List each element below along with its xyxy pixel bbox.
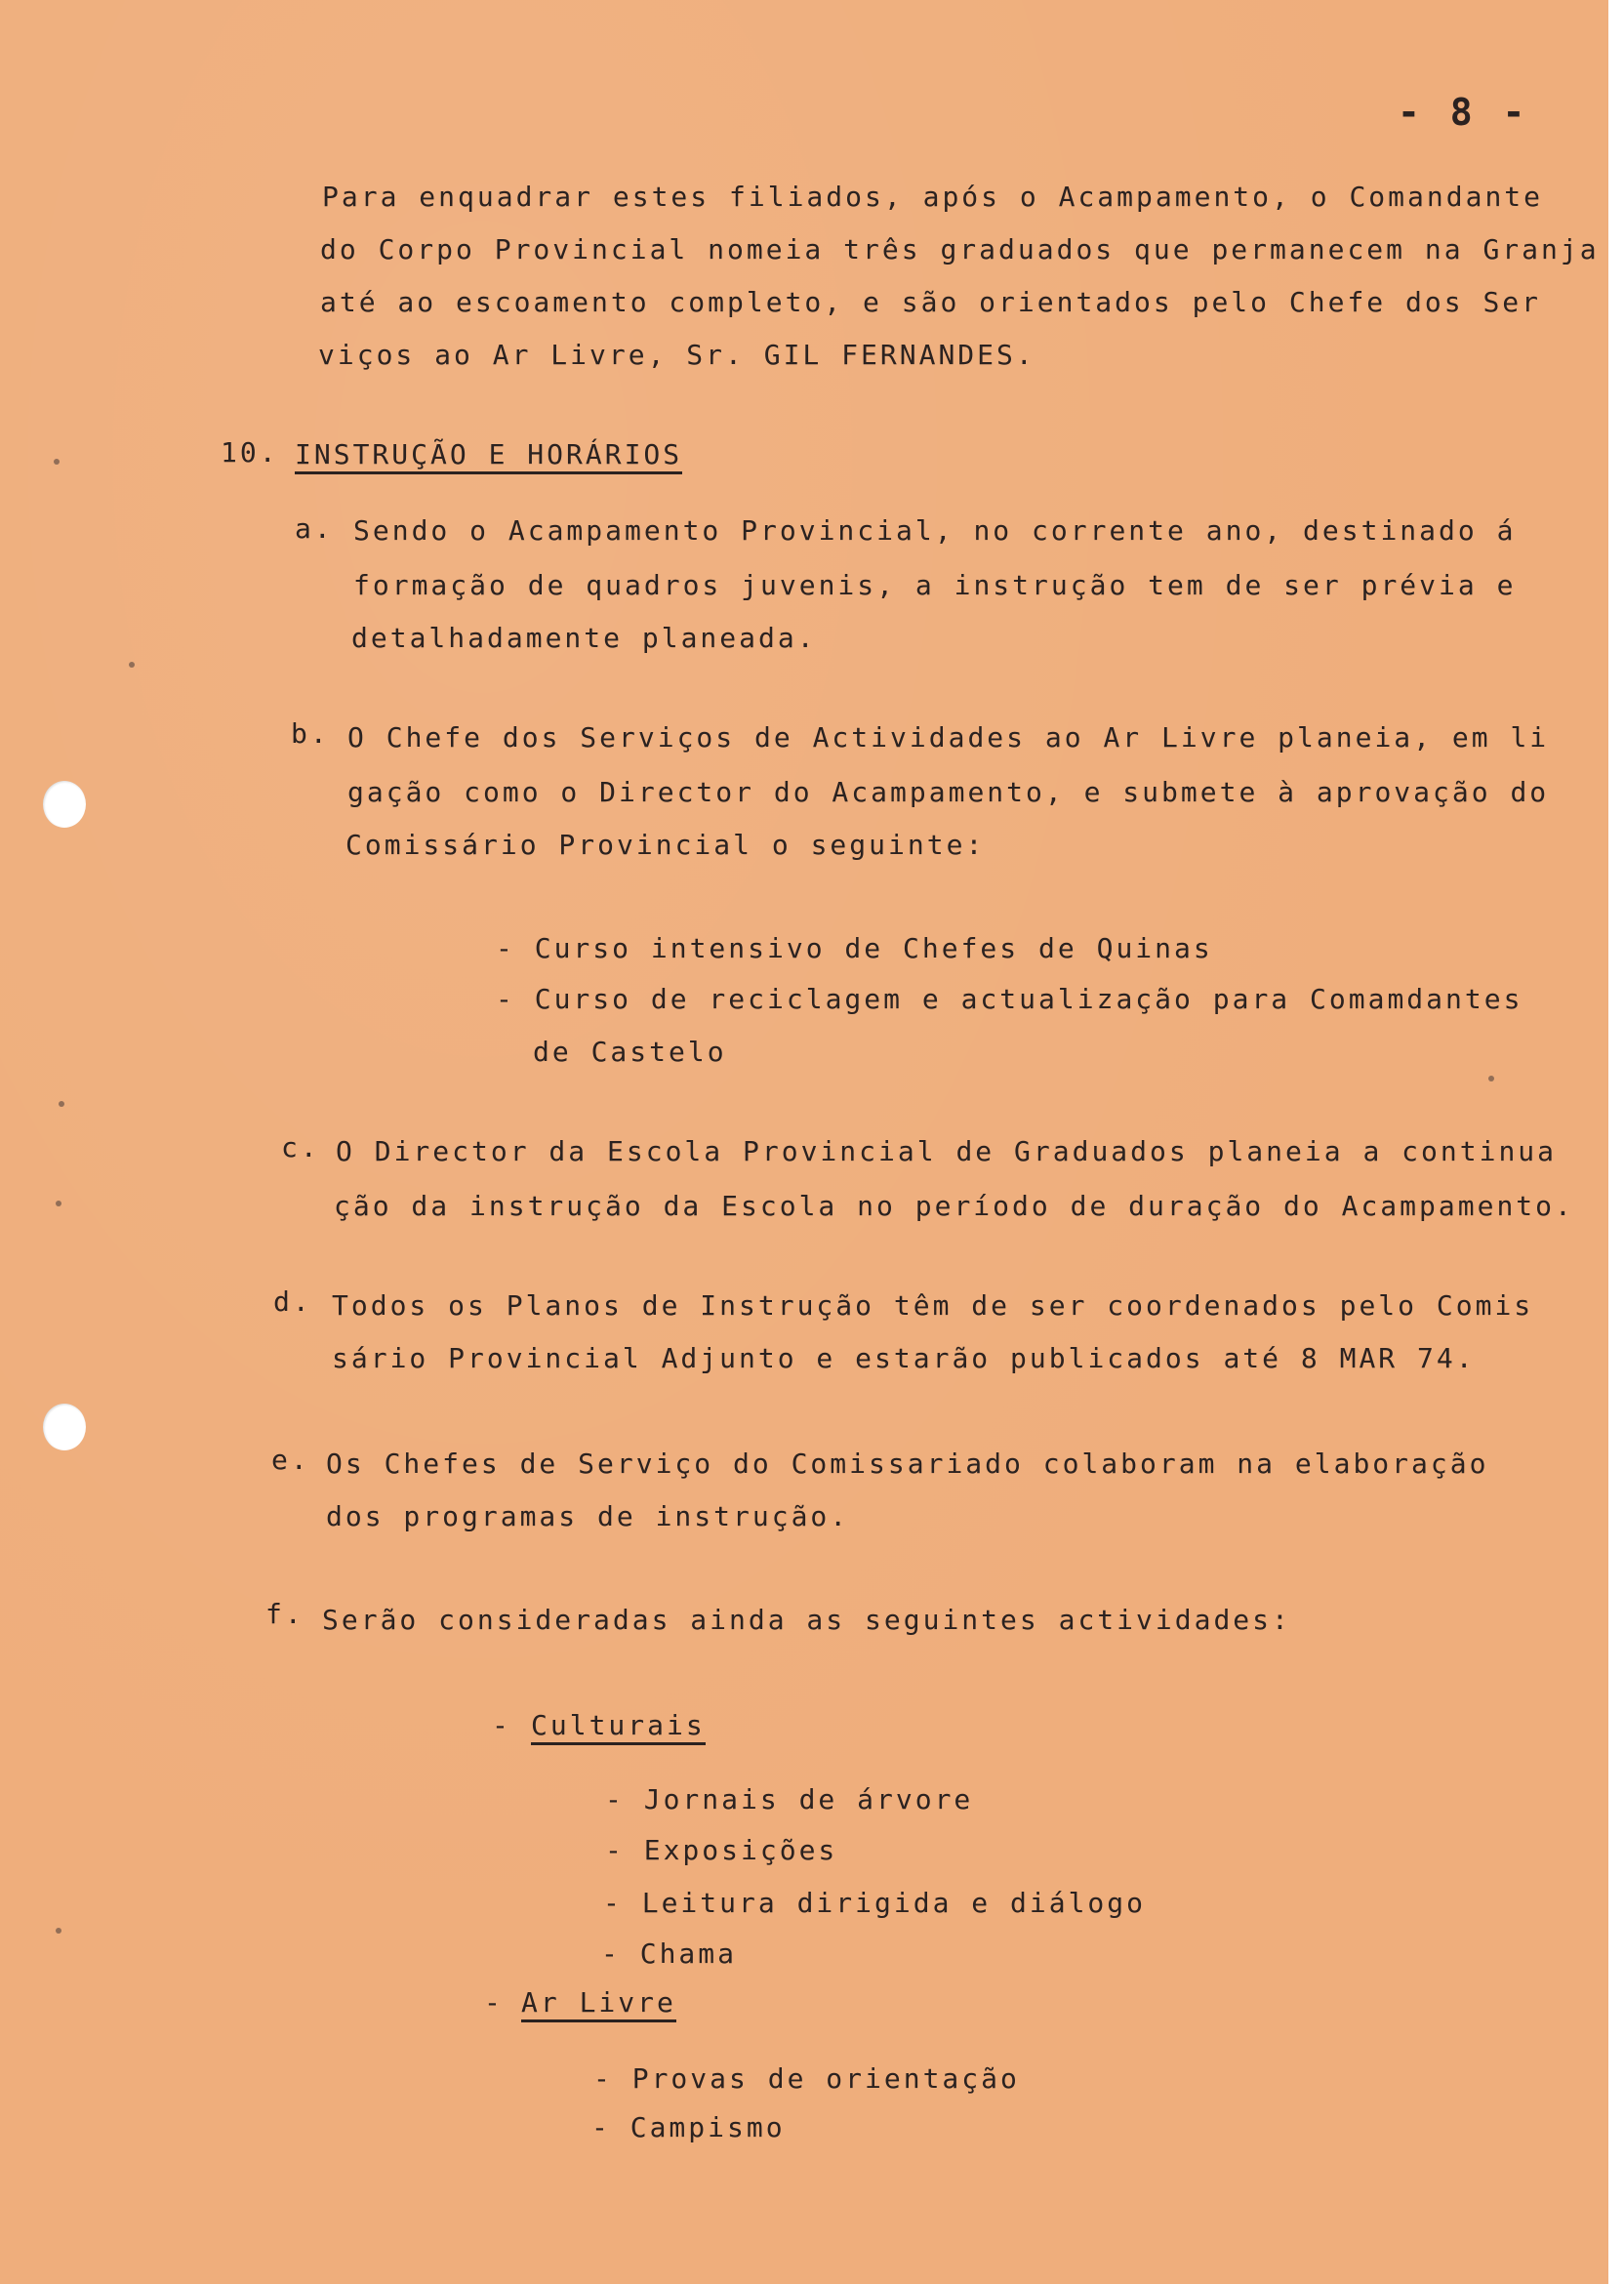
item-c-line: ção da instrução da Escola no período de duração do Acampamento. <box>334 1190 1574 1222</box>
item-marker-b: b. <box>291 717 330 750</box>
item-marker-a: a. <box>295 512 334 545</box>
punch-hole <box>43 1404 86 1450</box>
speck <box>56 1201 61 1206</box>
section-title: INSTRUÇÃO E HORÁRIOS <box>295 441 682 474</box>
group-entry: - Campismo <box>591 2111 786 2143</box>
item-marker-e: e. <box>271 1444 310 1476</box>
group-entry: - Chama <box>601 1937 738 1970</box>
group-entry: - Jornais de árvore <box>605 1783 974 1815</box>
intro-line: Para enquadrar estes filiados, após o Acampamento, o Comandante <box>322 181 1544 213</box>
item-d-line: Todos os Planos de Instrução têm de ser coordenados pelo Comis <box>332 1289 1534 1322</box>
speck <box>1488 1076 1494 1081</box>
intro-line: do Corpo Provincial nomeia três graduados que permanecem na Granja <box>320 233 1600 265</box>
item-b-bullet: - Curso de reciclagem e actualização para Comamdantes <box>496 983 1523 1015</box>
item-e-line: dos programas de instrução. <box>326 1500 850 1532</box>
group-entry: - Provas de orientação <box>593 2062 1020 2095</box>
item-marker-c: c. <box>281 1131 320 1163</box>
item-a-line: Sendo o Acampamento Provincial, no corrente ano, destinado á <box>353 514 1517 547</box>
section-number: 10. <box>221 436 279 469</box>
page-number: - 8 - <box>1398 91 1529 134</box>
item-marker-f: f. <box>265 1598 304 1630</box>
group-entry: - Leitura dirigida e diálogo <box>603 1887 1147 1919</box>
group-entry: - Exposições <box>605 1834 838 1866</box>
item-c-line: O Director da Escola Provincial de Graduados planeia a continua <box>336 1135 1558 1167</box>
item-b-line: O Chefe dos Serviços de Actividades ao Ar Livre planeia, em li <box>347 721 1550 754</box>
item-marker-d: d. <box>273 1285 312 1318</box>
group-heading-ar-livre: Ar Livre <box>521 1989 676 2022</box>
intro-line: até ao escoamento completo, e são orientados pelo Chefe dos Ser <box>320 286 1542 318</box>
item-b-line: Comissário Provincial o seguinte: <box>345 829 986 861</box>
speck <box>54 459 60 465</box>
item-a-line: formação de quadros juvenis, a instrução tem de ser prévia e <box>353 569 1517 601</box>
item-b-bullet: de Castelo <box>533 1036 727 1068</box>
item-b-line: gação como o Director do Acampamento, e submete à aprovação do <box>347 776 1550 808</box>
group-dash: - <box>492 1709 511 1741</box>
item-f-line: Serão consideradas ainda as seguintes actividades: <box>322 1604 1291 1636</box>
item-e-line: Os Chefes de Serviço do Comissariado colaboram na elaboração <box>326 1448 1489 1480</box>
group-heading-culturais: Culturais <box>531 1712 706 1745</box>
speck <box>129 662 135 668</box>
item-d-line: sário Provincial Adjunto e estarão publicados até 8 MAR 74. <box>332 1342 1476 1374</box>
item-a-line: detalhadamente planeada. <box>351 622 817 654</box>
speck <box>59 1101 64 1107</box>
punch-hole <box>43 781 86 828</box>
intro-line: viços ao Ar Livre, Sr. GIL FERNANDES. <box>318 339 1035 371</box>
item-b-bullet: - Curso intensivo de Chefes de Quinas <box>496 932 1213 964</box>
speck <box>56 1928 61 1934</box>
group-dash: - <box>484 1986 504 2019</box>
